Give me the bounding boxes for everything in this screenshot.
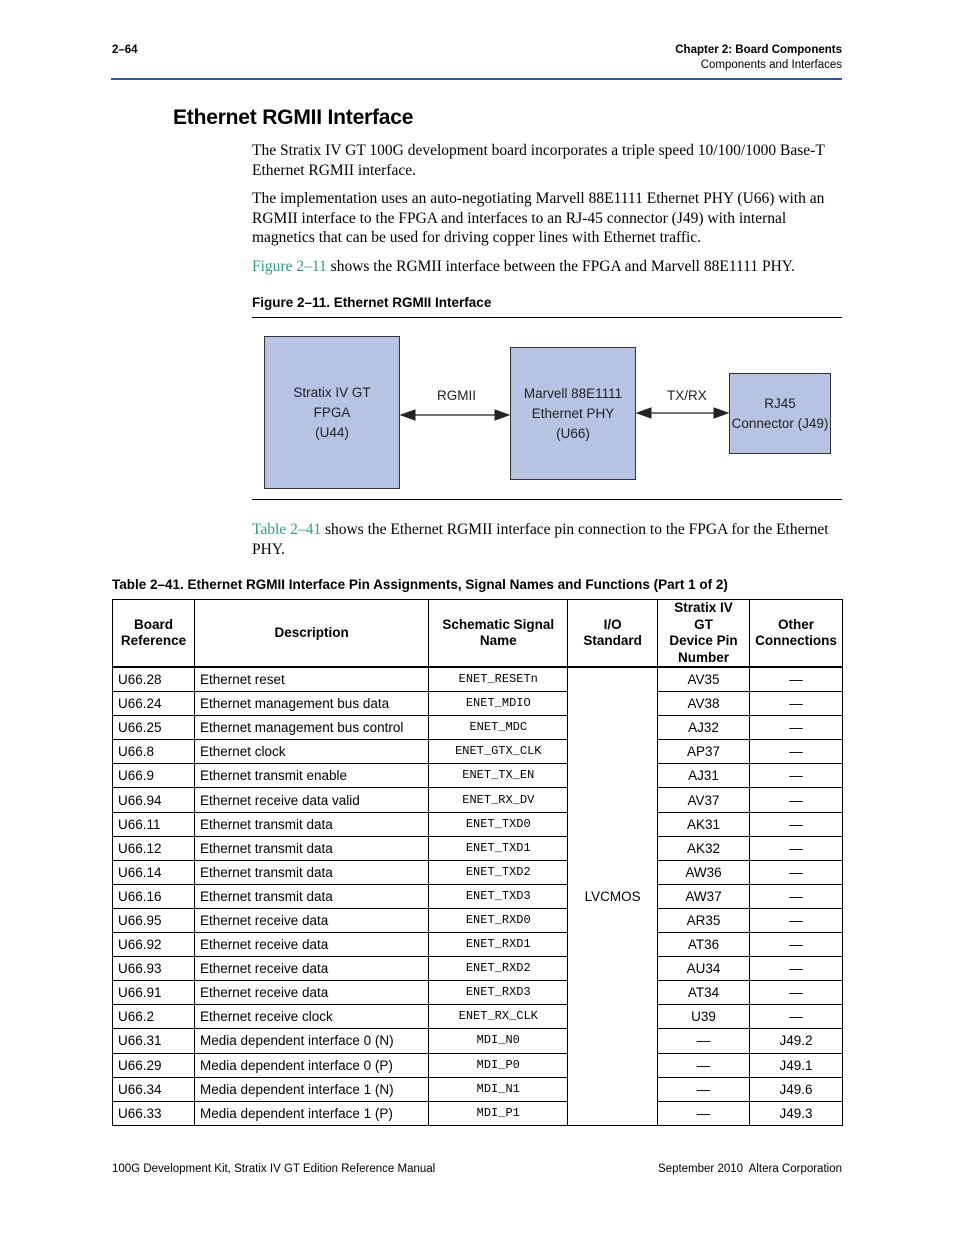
other-connections-cell: — [749, 933, 842, 957]
rgmii-label: RGMII [437, 388, 476, 403]
col-other-connections: Other Connections [749, 600, 842, 668]
signal-name-cell: ENET_RX_DV [429, 788, 568, 812]
other-connections-cell: J49.2 [749, 1029, 842, 1053]
description-cell: Ethernet receive data [194, 908, 428, 932]
table-row [113, 812, 843, 836]
table-row [113, 1101, 843, 1125]
section-heading: Ethernet RGMII Interface [173, 106, 414, 129]
fpga-label-3: (U44) [315, 424, 349, 440]
signal-name-cell: ENET_RXD2 [429, 957, 568, 981]
signal-name-cell: ENET_RX_CLK [429, 1005, 568, 1029]
section-name: Components and Interfaces [700, 59, 842, 71]
board-reference-cell: U66.94 [113, 788, 195, 812]
other-connections-cell: J49.3 [749, 1101, 842, 1125]
other-connections-cell: — [749, 667, 842, 692]
board-reference-cell: U66.2 [113, 1005, 195, 1029]
signal-name-cell: ENET_RXD3 [429, 981, 568, 1005]
fpga-label-2: FPGA [313, 404, 351, 420]
paragraph-intro: The Stratix IV GT 100G development board incorporates a triple speed 10/100/1000 Base-T Ethernet RGMII interface. [252, 142, 825, 179]
table-row [113, 667, 843, 692]
rj45-label-1: RJ45 [764, 395, 796, 411]
board-reference-cell: U66.11 [113, 812, 195, 836]
io-standard-cell: LVCMOS [568, 667, 658, 1125]
other-connections-cell: — [749, 740, 842, 764]
table-row [113, 836, 843, 860]
device-pin-cell: AJ32 [658, 716, 750, 740]
device-pin-cell: AT34 [658, 981, 750, 1005]
device-pin-cell: — [658, 1029, 750, 1053]
description-cell: Media dependent interface 1 (P) [194, 1101, 428, 1125]
table-row [113, 764, 843, 788]
description-cell: Ethernet receive data valid [194, 788, 428, 812]
figure-link[interactable]: Figure 2–11 [252, 258, 327, 275]
device-pin-cell: AT36 [658, 933, 750, 957]
board-reference-cell: U66.9 [113, 764, 195, 788]
device-pin-cell: AU34 [658, 957, 750, 981]
table-row [113, 933, 843, 957]
description-cell: Ethernet clock [194, 740, 428, 764]
footer-date: September 2010 [658, 1163, 744, 1175]
paragraph-table-ref [252, 520, 842, 559]
table-title: Table 2–41. Ethernet RGMII Interface Pin Assignments, Signal Names and Functions (Part 1 of 2) [112, 577, 728, 592]
other-connections-cell: — [749, 908, 842, 932]
device-pin-cell: — [658, 1077, 750, 1101]
table-row [113, 860, 843, 884]
other-connections-cell: — [749, 812, 842, 836]
other-connections-cell: J49.1 [749, 1053, 842, 1077]
table-row [113, 716, 843, 740]
table-row [113, 884, 843, 908]
signal-name-cell: ENET_MDC [429, 716, 568, 740]
device-pin-cell: AW36 [658, 860, 750, 884]
other-connections-cell: — [749, 836, 842, 860]
board-reference-cell: U66.91 [113, 981, 195, 1005]
device-pin-cell: AK31 [658, 812, 750, 836]
description-cell: Ethernet receive data [194, 957, 428, 981]
pin-assignment-table [112, 599, 843, 1126]
signal-name-cell: ENET_MDIO [429, 692, 568, 716]
signal-name-cell: MDI_P0 [429, 1053, 568, 1077]
page-number: 2–64 [112, 44, 138, 56]
device-pin-cell: AR35 [658, 908, 750, 932]
description-cell: Media dependent interface 0 (N) [194, 1029, 428, 1053]
table-row [113, 1005, 843, 1029]
board-reference-cell: U66.92 [113, 933, 195, 957]
board-reference-cell: U66.8 [113, 740, 195, 764]
footer-manual-title: 100G Development Kit, Stratix IV GT Edition Reference Manual [112, 1163, 436, 1175]
other-connections-cell: — [749, 764, 842, 788]
chapter-title: Chapter 2: Board Components [675, 44, 842, 56]
description-cell: Ethernet transmit enable [194, 764, 428, 788]
device-pin-cell: AV37 [658, 788, 750, 812]
table-row [113, 692, 843, 716]
signal-name-cell: ENET_TXD3 [429, 884, 568, 908]
table-row [113, 1077, 843, 1101]
device-pin-cell: — [658, 1101, 750, 1125]
board-reference-cell: U66.34 [113, 1077, 195, 1101]
table-row [113, 1053, 843, 1077]
txrx-arrow [637, 408, 728, 418]
device-pin-cell: AV35 [658, 667, 750, 692]
device-pin-cell: U39 [658, 1005, 750, 1029]
phy-label-1: Marvell 88E1111 [523, 385, 623, 401]
description-cell: Media dependent interface 0 (P) [194, 1053, 428, 1077]
signal-name-cell: ENET_RESETn [429, 667, 568, 692]
rgmii-arrow [401, 410, 509, 420]
other-connections-cell: — [749, 884, 842, 908]
description-cell: Media dependent interface 1 (N) [194, 1077, 428, 1101]
description-cell: Ethernet transmit data [194, 836, 428, 860]
footer-company: Altera Corporation [748, 1163, 842, 1175]
paragraph-implementation: The implementation uses an auto-negotiating Marvell 88E1111 Ethernet PHY (U66) with an RGMII interface to the FPGA and interfaces to an RJ-45 connector (J49) with internal magnetics that can be used for driving copper lines with Ethernet traffic. [252, 190, 825, 246]
table-header-row [113, 600, 843, 668]
device-pin-cell: AW37 [658, 884, 750, 908]
board-reference-cell: U66.24 [113, 692, 195, 716]
board-reference-cell: U66.31 [113, 1029, 195, 1053]
table-row [113, 788, 843, 812]
table-row [113, 981, 843, 1005]
device-pin-cell: AP37 [658, 740, 750, 764]
other-connections-cell: — [749, 860, 842, 884]
figure-title: Figure 2–11. Ethernet RGMII Interface [252, 295, 492, 310]
device-pin-cell: AV38 [658, 692, 750, 716]
other-connections-cell: — [749, 1005, 842, 1029]
device-pin-cell: — [658, 1053, 750, 1077]
description-cell: Ethernet receive data [194, 981, 428, 1005]
rj45-label-2: Connector (J49) [731, 415, 829, 431]
description-cell: Ethernet transmit data [194, 812, 428, 836]
table-row [113, 1029, 843, 1053]
table-row [113, 740, 843, 764]
description-cell: Ethernet transmit data [194, 884, 428, 908]
board-reference-cell: U66.12 [113, 836, 195, 860]
board-reference-cell: U66.28 [113, 667, 195, 692]
table-link[interactable]: Table 2–41 [252, 521, 322, 538]
description-cell: Ethernet receive clock [194, 1005, 428, 1029]
txrx-label: TX/RX [667, 388, 707, 403]
device-pin-cell: AK32 [658, 836, 750, 860]
signal-name-cell: MDI_N0 [429, 1029, 568, 1053]
figure-bottom-rule [252, 499, 842, 500]
board-reference-cell: U66.14 [113, 860, 195, 884]
other-connections-cell: — [749, 692, 842, 716]
table-row [113, 908, 843, 932]
signal-name-cell: ENET_GTX_CLK [429, 740, 568, 764]
other-connections-cell: J49.6 [749, 1077, 842, 1101]
board-reference-cell: U66.33 [113, 1101, 195, 1125]
description-cell: Ethernet management bus control [194, 716, 428, 740]
signal-name-cell: ENET_TXD0 [429, 812, 568, 836]
col-description: Description [194, 600, 428, 668]
board-reference-cell: U66.93 [113, 957, 195, 981]
signal-name-cell: ENET_TXD2 [429, 860, 568, 884]
figure-ref-text: shows the RGMII interface between the FPGA and Marvell 88E1111 PHY. [326, 258, 795, 275]
signal-name-cell: ENET_TXD1 [429, 836, 568, 860]
signal-name-cell: ENET_TX_EN [429, 764, 568, 788]
description-cell: Ethernet receive data [194, 933, 428, 957]
signal-name-cell: ENET_RXD0 [429, 908, 568, 932]
fpga-label-1: Stratix IV GT [293, 384, 371, 400]
description-cell: Ethernet reset [194, 667, 428, 692]
description-cell: Ethernet management bus data [194, 692, 428, 716]
table-body [113, 667, 843, 1125]
board-reference-cell: U66.29 [113, 1053, 195, 1077]
description-cell: Ethernet transmit data [194, 860, 428, 884]
col-io-standard: I/O Standard [568, 600, 658, 668]
device-pin-cell: AJ31 [658, 764, 750, 788]
col-device-pin: Stratix IV GT Device Pin Number [658, 600, 750, 668]
other-connections-cell: — [749, 957, 842, 981]
table-ref-text: shows the Ethernet RGMII interface pin connection to the FPGA for the Ethernet PHY. [252, 521, 829, 558]
signal-name-cell: MDI_N1 [429, 1077, 568, 1101]
board-reference-cell: U66.16 [113, 884, 195, 908]
signal-name-cell: MDI_P1 [429, 1101, 568, 1125]
col-schematic-signal: Schematic Signal Name [429, 600, 568, 668]
board-reference-cell: U66.95 [113, 908, 195, 932]
other-connections-cell: — [749, 716, 842, 740]
board-reference-cell: U66.25 [113, 716, 195, 740]
phy-label-2: Ethernet PHY [531, 405, 615, 421]
other-connections-cell: — [749, 981, 842, 1005]
phy-label-3: (U66) [556, 425, 590, 441]
signal-name-cell: ENET_RXD1 [429, 933, 568, 957]
other-connections-cell: — [749, 788, 842, 812]
table-row [113, 957, 843, 981]
col-board-reference: Board Reference [113, 600, 195, 668]
